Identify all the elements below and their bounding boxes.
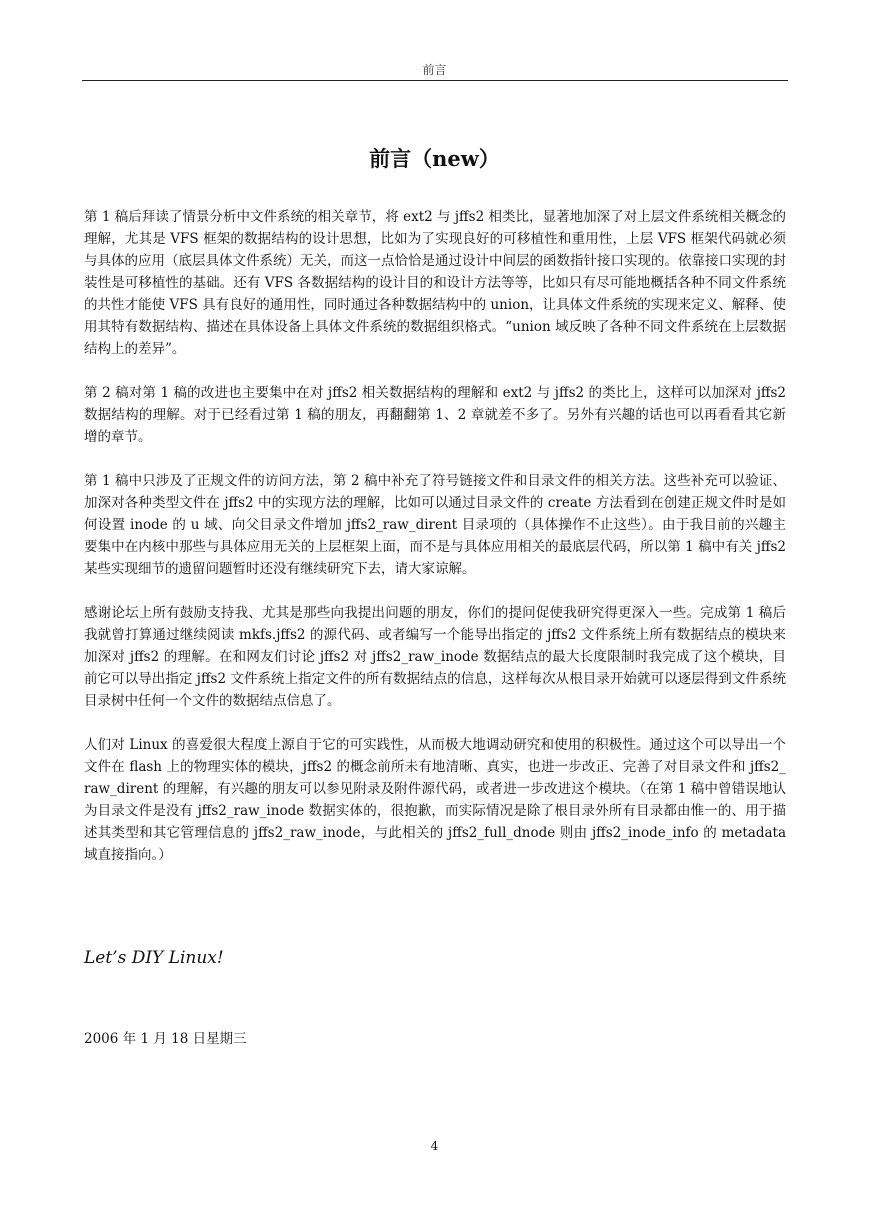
paragraph-1: 第 1 稿后拜读了情景分析中文件系统的相关章节，将 ext2 与 jffs2 相类比，显著地加深了对上层文件系统相关概念的理解，尤其是 VFS 框架的数据结构的设计思想，比如为了实现良好的可移植性和重用性，上层 VFS 框架代码就必须与具体的应用（底层具体文件系统）无关，而这一点恰恰是通过设计中间层的函数指针接口实现的。依靠接口实现的封装性是可移植性的基础。还有 VFS 各数据结构的设计目的和设计方法等等，比如只有尽可能地概括各种不同文件系统的共性才能使 VFS 具有良好的通用性，同时通过各种数据结构中的 union，让具体文件系统的实现来定义、解释、使用其特有数据结构、描述在具体设备上具体文件系统的数据组织格式。“union 域反映了各种不同文件系统在上层数据结构上的差异”。 <box>84 209 786 357</box>
page-number: 4 <box>430 1139 439 1153</box>
paragraph-5: 人们对 Linux 的喜爱很大程度上源自于它的可实践性，从而极大地调动研究和使用的积极性。通过这个可以导出一个文件在 flash 上的物理实体的模块，jffs2 的概念前所未有地清晰、真实，也进一步改正、完善了对目录文件和 jffs2_raw_dirent 的理解，有兴趣的朋友可以参见附录及附件源代码，或者进一步改进这个模块。（在第 1 稿中曾错误地认为目录文件是没有 jffs2_raw_inode 数据实体的，很抱歉，而实际情况是除了根目录外所有目录都由惟一的、用于描述其类型和其它管理信息的 jffs2_raw_inode，与此相关的 jffs2_full_dnode 则由 jffs2_inode_info 的 metadata 域直接指向。） <box>84 737 786 863</box>
page-title: 前言（new） <box>369 146 500 171</box>
body-text <box>84 206 786 888</box>
paragraph-3: 第 1 稿中只涉及了正规文件的访问方法，第 2 稿中补充了符号链接文件和目录文件的相关方法。这些补充可以验证、加深对各种类型文件在 jffs2 中的实现方法的理解，比如可以通过目录文件的 create 方法看到在创建正规文件时是如何设置 inode 的 u 域、向父目录文件增加 jffs2_raw_dirent 目录项的（具体操作不止这些）。由于我目前的兴趣主要集中在内核中那些与具体应用无关的上层框架上面，而不是与具体应用相关的最底层代码，所以第 1 稿中有关 jffs2 某些实现细节的遗留问题暂时还没有继续研究下去，请大家谅解。 <box>84 473 786 577</box>
slogan: Let’s DIY Linux! <box>84 948 224 968</box>
running-header: 前言 <box>422 63 447 77</box>
paragraph-2: 第 2 稿对第 1 稿的改进也主要集中在对 jffs2 相关数据结构的理解和 ext2 与 jffs2 的类比上，这样可以加深对 jffs2 数据结构的理解。对于已经看过第 1 稿的朋友，再翻翻第 1、2 章就差不多了。另外有兴趣的话也可以再看看其它新增的章节。 <box>84 385 786 445</box>
paragraph-4: 感谢论坛上所有鼓励支持我、尤其是那些向我提出问题的朋友，你们的提问促使我研究得更深入一些。完成第 1 稿后我就曾打算通过继续阅读 mkfs.jffs2 的源代码、或者编写一个能导出指定的 jffs2 文件系统上所有数据结点的模块来加深对 jffs2 的理解。在和网友们讨论 jffs2 对 jffs2_raw_inode 数据结点的最大长度限制时我完成了这个模块，目前它可以导出指定 jffs2 文件系统上指定文件的所有数据结点的信息，这样每次从根目录开始就可以逐层得到文件系统目录树中任何一个文件的数据结点信息了。 <box>84 605 786 709</box>
date-line: 2006 年 1 月 18 日星期三 <box>84 1031 247 1047</box>
header-divider <box>82 80 788 81</box>
